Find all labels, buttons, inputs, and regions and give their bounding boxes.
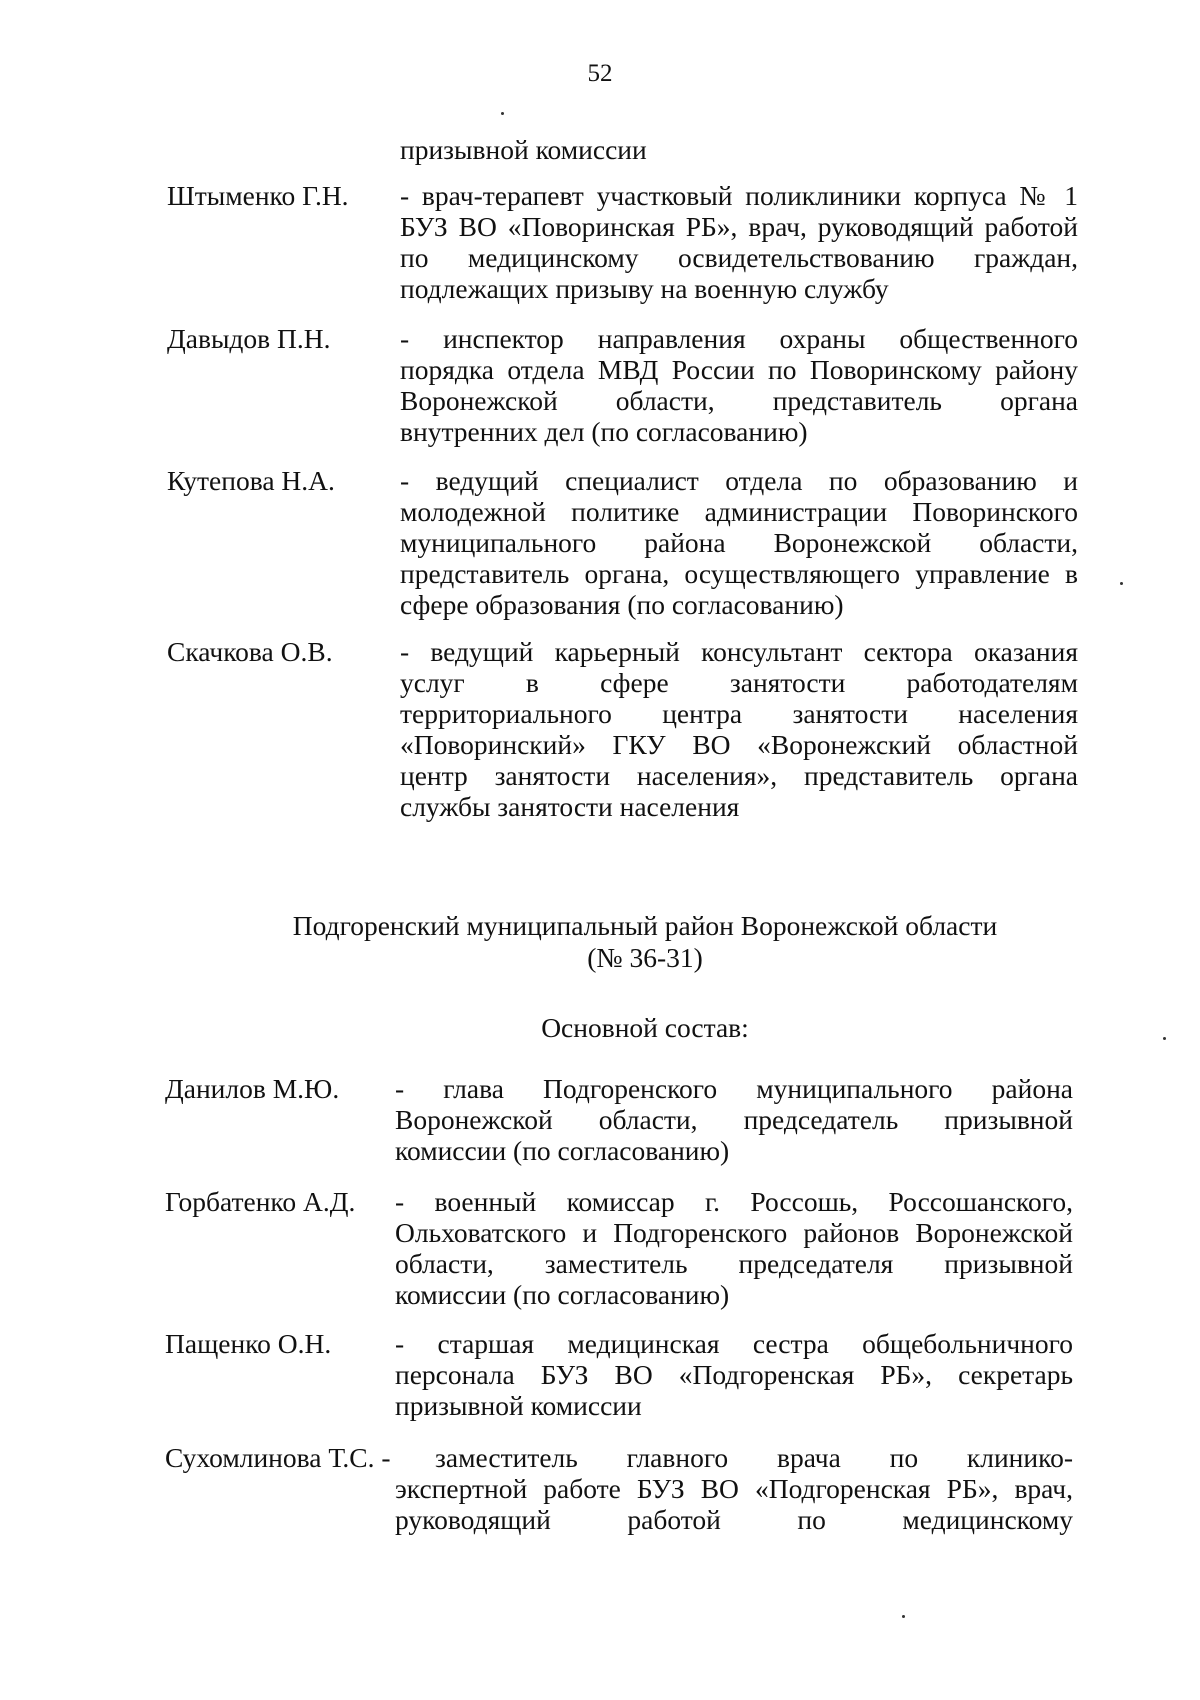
district-heading: Подгоренский муниципальный район Воронежской области (292, 910, 998, 941)
main-composition-heading: Основной состав: (541, 1012, 749, 1043)
member-description (395, 1328, 1073, 1421)
member-description (395, 1473, 1073, 1535)
member-description (395, 1073, 1073, 1166)
district-number: (№ 36-31) (587, 942, 703, 973)
description-line: подлежащих призыву на военную службу (400, 273, 889, 304)
description-line: экспертной работе БУЗ ВО «Подгоренская РБ», врач, (395, 1473, 1073, 1504)
description-line: области, заместитель председателя призывной (395, 1248, 1073, 1279)
member-description (395, 1186, 1073, 1310)
member-description (400, 636, 1078, 822)
description-line: муниципального района Воронежской области, (400, 527, 1078, 558)
description-line: сфере образования (по согласованию) (400, 589, 844, 620)
member-name: Пащенко О.Н. (165, 1328, 332, 1359)
description-line: комиссии (по согласованию) (395, 1279, 730, 1310)
member-name: Штыменко Г.Н. (167, 180, 349, 211)
description-line: БУЗ ВО «Поворинская РБ», врач, руководящий работой (400, 211, 1078, 242)
member-name: Горбатенко А.Д. (165, 1186, 356, 1217)
scan-speck (902, 1615, 905, 1618)
member-name: Давыдов П.Н. (167, 323, 331, 354)
description-line: призывной комиссии (395, 1390, 642, 1421)
description-line: - врач-терапевт участковый поликлиники корпуса № 1 (400, 180, 1078, 211)
member-description (400, 465, 1078, 620)
description-line: представитель органа, осуществляющего управление в (400, 558, 1078, 589)
description-line: территориального центра занятости населения (400, 698, 1078, 729)
description-line: внутренних дел (по согласованию) (400, 416, 808, 447)
description-line: - ведущий карьерный консультант сектора оказания (400, 636, 1078, 667)
member-description (435, 1442, 1073, 1473)
member-description (400, 180, 1078, 304)
description-line: - глава Подгоренского муниципального района (395, 1073, 1073, 1104)
continuation-text: призывной комиссии (400, 134, 647, 165)
description-line: - инспектор направления охраны общественного (400, 323, 1078, 354)
member-name: Скачкова О.В. (167, 636, 333, 667)
description-line: службы занятости населения (400, 791, 740, 822)
description-line: - ведущий специалист отдела по образованию и (400, 465, 1078, 496)
description-line: Воронежской области, представитель органа (400, 385, 1078, 416)
description-line: порядка отдела МВД России по Поворинскому району (400, 354, 1078, 385)
page-number: 52 (587, 60, 613, 87)
description-line: Ольховатского и Подгоренского районов Воронежской (395, 1217, 1073, 1248)
description-line: Воронежской области, председатель призывной (395, 1104, 1073, 1135)
description-line: молодежной политике администрации Поворинского (400, 496, 1078, 527)
description-line: - военный комиссар г. Россошь, Россошанского, (395, 1186, 1073, 1217)
description-line: руководящий работой по медицинскому (395, 1504, 1073, 1535)
description-line: заместитель главного врача по клинико- (435, 1442, 1073, 1473)
scan-speck (501, 112, 504, 115)
member-name: Сухомлинова Т.С. - (165, 1442, 391, 1473)
scan-speck (1163, 1037, 1166, 1040)
member-name: Данилов М.Ю. (165, 1073, 340, 1104)
description-line: «Поворинский» ГКУ ВО «Воронежский областной (400, 729, 1078, 760)
member-description (400, 323, 1078, 447)
description-line: по медицинскому освидетельствованию граждан, (400, 242, 1078, 273)
description-line: комиссии (по согласованию) (395, 1135, 730, 1166)
description-line: персонала БУЗ ВО «Подгоренская РБ», секретарь (395, 1359, 1073, 1390)
scan-speck (1120, 582, 1123, 585)
description-line: - старшая медицинская сестра общебольничного (395, 1328, 1073, 1359)
description-line: центр занятости населения», представитель органа (400, 760, 1078, 791)
description-line: услуг в сфере занятости работодателям (400, 667, 1078, 698)
member-name: Кутепова Н.А. (167, 465, 335, 496)
